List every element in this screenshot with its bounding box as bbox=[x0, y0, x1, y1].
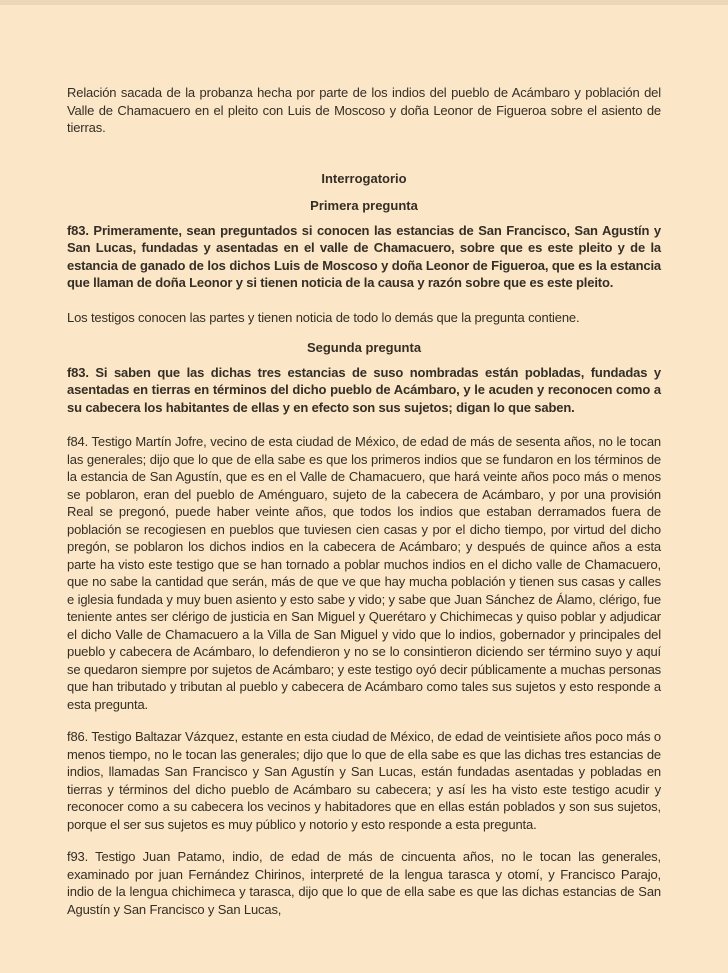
segunda-pregunta-text: f83. Si saben que las dichas tres estancias de suso nombradas están pobladas, fundadas y asentadas en tierras en términos del dicho pueblo de Acámbaro, y le acuden y reconocen como a su cabecera los habitantes de ellas y en efecto son sus sujetos; digan lo que saben. bbox=[67, 364, 661, 415]
section-heading-interrogatorio: Interrogatorio bbox=[321, 170, 407, 186]
primera-pregunta-respuesta: Los testigos conocen las partes y tienen noticia de todo lo demás que la pregunta contiene. bbox=[67, 309, 580, 325]
section-heading-primera-pregunta: Primera pregunta bbox=[310, 198, 418, 213]
page-top-edge bbox=[0, 0, 728, 5]
testimony-baltazar-vazquez: f86. Testigo Baltazar Vázquez, estante en esta ciudad de México, de edad de veintisiete años poco más o menos tiempo, no le tocan las generales; dijo que lo que de ella sabe es que las dichas tres estancias de indios, llamadas San Francisco y San Agustín y San Lucas, están fundadas asentadas y pobladas en tierras y términos del dicho pueblo de Acámbaro su cabecera; y así les ha visto este testigo acudir y reconocer como a su cabecera los vecinos y habitadores que en ellas están poblados y son sus sujetos, porque el ser sus sujetos es muy público y notorio y esto responde a esta pregunta. bbox=[67, 729, 661, 832]
testimony-juan-patamo: f93. Testigo Juan Patamo, indio, de edad de más de cincuenta años, no le tocan las generales, examinado por juan Fernández Chirinos, interpreté de la lengua tarasca y otomí, y Francisco Parajo, indio de la lengua chichimeca y tarasca, dijo que lo que de ella sabe es que las dichas estancias de San Agustín y San Francisco y San Lucas, bbox=[67, 849, 661, 917]
section-heading-segunda-pregunta: Segunda pregunta bbox=[306, 340, 422, 355]
primera-pregunta-text: f83. Primeramente, sean preguntados si conocen las estancias de San Francisco, San Agustín y San Lucas, fundadas y asentadas en el valle de Chamacuero, sobre que es este pleito y de la estancia de ganado de los dichos Luis de Moscoso y doña Leonor de Figueroa, que es la estancia que llaman de doña Leonor y si tienen noticia de la causa y razón sobre que es este pleito. bbox=[67, 222, 661, 290]
intro-paragraph: Relación sacada de la probanza hecha por parte de los indios del pueblo de Acámbaro y población del Valle de Chamacuero en el pleito con Luis de Moscoso y doña Leonor de Figueroa sobre el asiento de tierras. bbox=[67, 85, 661, 135]
testimony-martin-jofre: f84. Testigo Martín Jofre, vecino de esta ciudad de México, de edad de más de sesenta años, no le tocan las generales; dijo que lo que de ella sabe es que los primeros indios que se fundaron en los términos de la estancia de San Agustín, que es en el Valle de Chamacuero, que hará veinte años poco más o menos se poblaron, eran del pueblo de Aménguaro, sujeto de la cabecera de Acámbaro, y por una provisión Real se pregonó, puede haber veinte años, que todos los indios que estaban derramados fuera de población se recogiesen en pueblos que tuviesen cien casas y por el dicho tiempo, por virtud del dicho pregón, se poblaron los dichos indios en la cabecera de Acámbaro; y después de quince años a esta parte ha visto este testigo que se han tornado a poblar muchos indios en el dicho valle de Chamacuero, que no sabe la cantidad que serán, más de que ve que hay mucha población y tienen sus casas y calles e iglesia fundada y muy buen asiento y esto sabe y vido; y sabe que Juan Sánchez de Álamo, clérigo, fue teniente antes ser clérigo de justicia en San Miguel y Querétaro y Chichimecas y quiso poblar y adjudicar el dicho Valle de Chamacuero a la Villa de San Miguel y vido que lo indios, gobernador y principales del pueblo y cabecera de Acámbaro, lo defendieron y no se lo consintieron diciendo ser término suyo y aquí se quedaron siempre por sujetos de Acámbaro; y este testigo oyó decir públicamente a muchas personas que han tributado y tributan al pueblo y cabecera de Acámbaro como tales sus sujetos y esto responde a esta pregunta. bbox=[67, 434, 661, 712]
